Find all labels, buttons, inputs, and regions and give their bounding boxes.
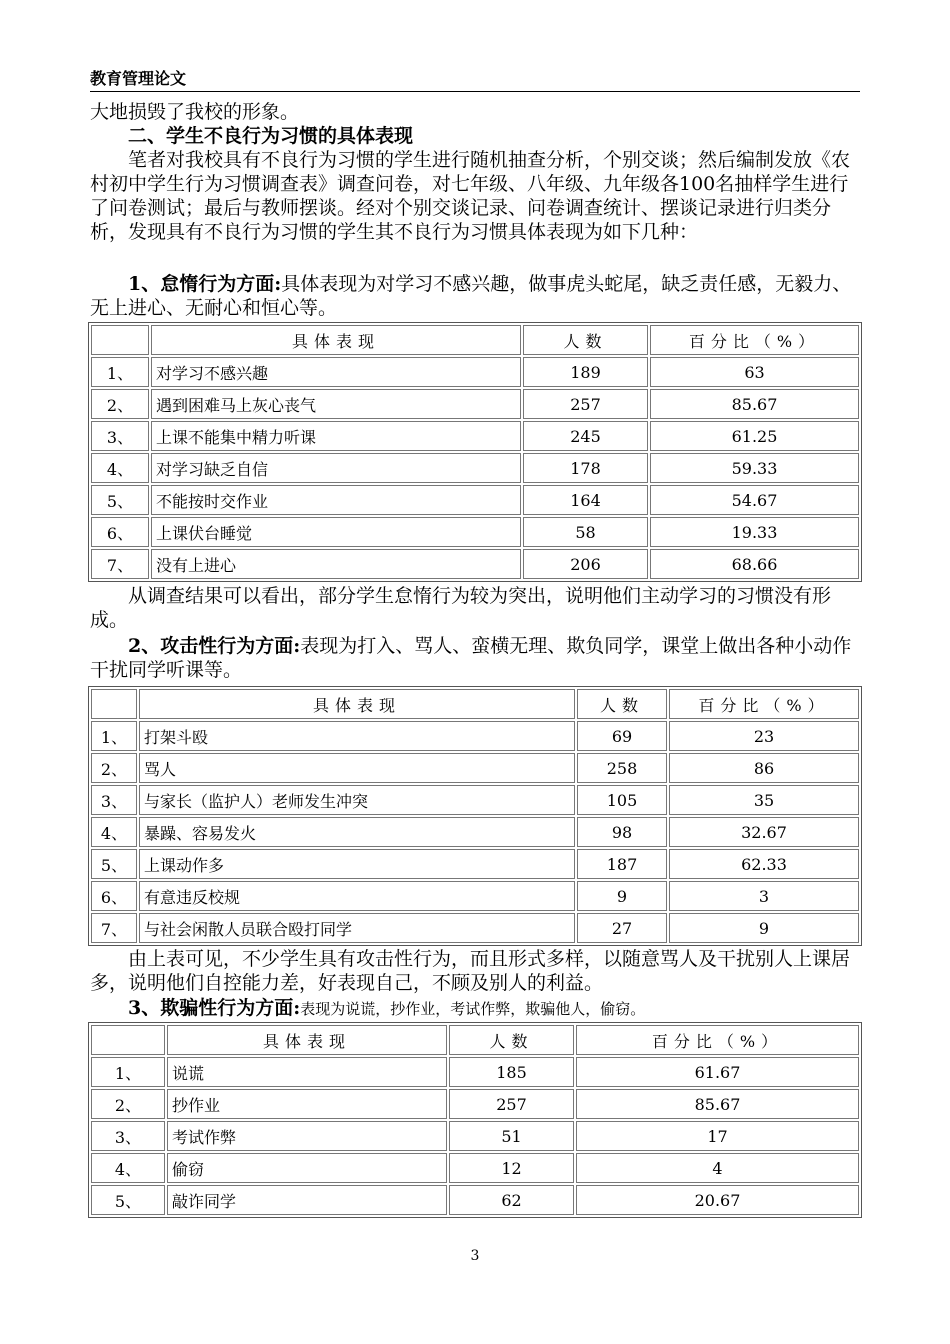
- row-count: 69: [577, 721, 667, 751]
- row-number: 3、: [91, 1121, 165, 1151]
- table-row: [91, 881, 859, 911]
- header-cell-no: [91, 325, 149, 355]
- table-row: [91, 485, 859, 515]
- row-count: 189: [523, 357, 648, 387]
- table-row: [91, 357, 859, 387]
- row-count: 12: [449, 1153, 574, 1183]
- row-item: 上课伏台睡觉: [151, 517, 521, 547]
- table-row: [91, 1057, 859, 1087]
- row-item: 遇到困难马上灰心丧气: [151, 389, 521, 419]
- table-deceptive-behavior: [88, 1022, 862, 1218]
- table-row: [91, 913, 859, 943]
- row-percent: 68.66: [650, 549, 859, 579]
- row-number: 7、: [91, 913, 137, 943]
- row-item: 骂人: [139, 753, 575, 783]
- row-percent: 4: [576, 1153, 859, 1183]
- subsection-3: [90, 996, 865, 1021]
- table-idle-behavior: [88, 322, 862, 582]
- row-percent: 19.33: [650, 517, 859, 547]
- row-number: 4、: [91, 1153, 165, 1183]
- row-percent: 85.67: [576, 1089, 859, 1119]
- table-row: [91, 1121, 859, 1151]
- row-count: 187: [577, 849, 667, 879]
- row-count: 257: [449, 1089, 574, 1119]
- row-number: 2、: [91, 1089, 165, 1119]
- row-count: 58: [523, 517, 648, 547]
- row-percent: 61.67: [576, 1057, 859, 1087]
- header-cell-count: 人数: [523, 325, 648, 355]
- row-percent: 59.33: [650, 453, 859, 483]
- row-count: 185: [449, 1057, 574, 1087]
- row-count: 27: [577, 913, 667, 943]
- paragraph-intro: 笔者对我校具有不良行为习惯的学生进行随机抽查分析，个别交谈；然后编制发放《农村初中学生行为习惯调查表》调查问卷，对七年级、八年级、九年级各100名抽样学生进行了问卷测试；最后与教师摆谈。经对个别交谈记录、问卷调查统计、摆谈记录进行归类分析，发现具有不良行为习惯的学生其不良行为习惯具体表现为如下几种：: [90, 149, 851, 243]
- row-count: 105: [577, 785, 667, 815]
- row-item: 有意违反校规: [139, 881, 575, 911]
- table-row: [91, 453, 859, 483]
- row-item: 与家长（监护人）老师发生冲突: [139, 785, 575, 815]
- table-row: [91, 421, 859, 451]
- paragraph-conclusion-1: 从调查结果可以看出，部分学生怠惰行为较为突出，说明他们主动学习的习惯没有形成。: [90, 585, 832, 631]
- row-count: 51: [449, 1121, 574, 1151]
- row-item: 不能按时交作业: [151, 485, 521, 515]
- table-aggressive-behavior: [88, 686, 862, 946]
- table-row: [91, 753, 859, 783]
- row-percent: 3: [669, 881, 859, 911]
- table-header-row: [91, 1025, 859, 1055]
- table-row: [91, 721, 859, 751]
- row-item: 上课不能集中精力听课: [151, 421, 521, 451]
- paragraph-continuation: 大地损毁了我校的形象。: [90, 101, 300, 123]
- header-cell-item: 具体表现: [167, 1025, 447, 1055]
- row-item: 上课动作多: [139, 849, 575, 879]
- row-number: 6、: [91, 517, 149, 547]
- table-row: [91, 389, 859, 419]
- row-number: 5、: [91, 485, 149, 515]
- row-number: 2、: [91, 389, 149, 419]
- table-row: [91, 817, 859, 847]
- header-cell-no: [91, 1025, 165, 1055]
- row-number: 5、: [91, 849, 137, 879]
- table-row: [91, 1089, 859, 1119]
- row-count: 245: [523, 421, 648, 451]
- row-percent: 61.25: [650, 421, 859, 451]
- row-number: 5、: [91, 1185, 165, 1215]
- row-number: 7、: [91, 549, 149, 579]
- row-number: 4、: [91, 817, 137, 847]
- row-item: 偷窃: [167, 1153, 447, 1183]
- row-percent: 62.33: [669, 849, 859, 879]
- row-item: 考试作弊: [167, 1121, 447, 1151]
- row-item: 打架斗殴: [139, 721, 575, 751]
- row-item: 与社会闲散人员联合殴打同学: [139, 913, 575, 943]
- row-item: 说谎: [167, 1057, 447, 1087]
- table-row: [91, 517, 859, 547]
- row-item: 没有上进心: [151, 549, 521, 579]
- row-count: 62: [449, 1185, 574, 1215]
- row-number: 3、: [91, 785, 137, 815]
- table-header-row: [91, 325, 859, 355]
- row-item: 暴躁、容易发火: [139, 817, 575, 847]
- row-item: 敲诈同学: [167, 1185, 447, 1215]
- row-percent: 86: [669, 753, 859, 783]
- subsection-1-text: 具体表现为对学习不感兴趣，做事虎头蛇尾，缺乏责任感，无毅力、无上进心、无耐心和恒心等。: [90, 273, 852, 319]
- row-count: 258: [577, 753, 667, 783]
- row-count: 164: [523, 485, 648, 515]
- header-cell-percent: 百分比（%）: [576, 1025, 859, 1055]
- row-count: 257: [523, 389, 648, 419]
- header-cell-item: 具体表现: [139, 689, 575, 719]
- subsection-1-title: 1、怠惰行为方面:: [128, 273, 282, 295]
- subsection-2: [90, 634, 865, 682]
- row-percent: 85.67: [650, 389, 859, 419]
- table-row: [91, 1153, 859, 1183]
- header-cell-percent: 百分比（%）: [650, 325, 859, 355]
- section-title: 二、学生不良行为习惯的具体表现: [128, 125, 414, 147]
- row-percent: 23: [669, 721, 859, 751]
- row-number: 3、: [91, 421, 149, 451]
- row-number: 6、: [91, 881, 137, 911]
- row-percent: 63: [650, 357, 859, 387]
- header-cell-percent: 百分比（%）: [669, 689, 859, 719]
- header-cell-no: [91, 689, 137, 719]
- header-cell-item: 具体表现: [151, 325, 521, 355]
- subsection-1: [90, 272, 865, 320]
- document-header: 教育管理论文: [90, 66, 860, 92]
- row-number: 1、: [91, 721, 137, 751]
- subsection-2-text: 表现为打入、骂人、蛮横无理、欺负同学，课堂上做出各种小动作干扰同学听课等。: [90, 635, 852, 681]
- header-cell-count: 人数: [577, 689, 667, 719]
- table-row: [91, 549, 859, 579]
- paragraph-conclusion-2: 由上表可见，不少学生具有攻击性行为，而且形式多样，以随意骂人及干扰别人上课居多，说明他们自控能力差，好表现自己，不顾及别人的利益。: [90, 948, 851, 994]
- row-item: 抄作业: [167, 1089, 447, 1119]
- row-count: 178: [523, 453, 648, 483]
- row-count: 98: [577, 817, 667, 847]
- row-percent: 32.67: [669, 817, 859, 847]
- row-item: 对学习不感兴趣: [151, 357, 521, 387]
- row-number: 4、: [91, 453, 149, 483]
- subsection-3-title: 3、欺骗性行为方面:: [128, 997, 301, 1019]
- row-number: 1、: [91, 1057, 165, 1087]
- table-row: [91, 785, 859, 815]
- row-number: 2、: [91, 753, 137, 783]
- row-percent: 9: [669, 913, 859, 943]
- header-cell-count: 人数: [449, 1025, 574, 1055]
- table-header-row: [91, 689, 859, 719]
- row-item: 对学习缺乏自信: [151, 453, 521, 483]
- row-percent: 35: [669, 785, 859, 815]
- subsection-2-title: 2、攻击性行为方面:: [128, 635, 301, 657]
- row-percent: 17: [576, 1121, 859, 1151]
- row-percent: 54.67: [650, 485, 859, 515]
- row-number: 1、: [91, 357, 149, 387]
- subsection-3-text: 表现为说谎，抄作业，考试作弊，欺骗他人，偷窃。: [300, 1000, 646, 1018]
- row-count: 206: [523, 549, 648, 579]
- table-row: [91, 1185, 859, 1215]
- row-count: 9: [577, 881, 667, 911]
- table-row: [91, 849, 859, 879]
- page-number: 3: [470, 1248, 480, 1264]
- row-percent: 20.67: [576, 1185, 859, 1215]
